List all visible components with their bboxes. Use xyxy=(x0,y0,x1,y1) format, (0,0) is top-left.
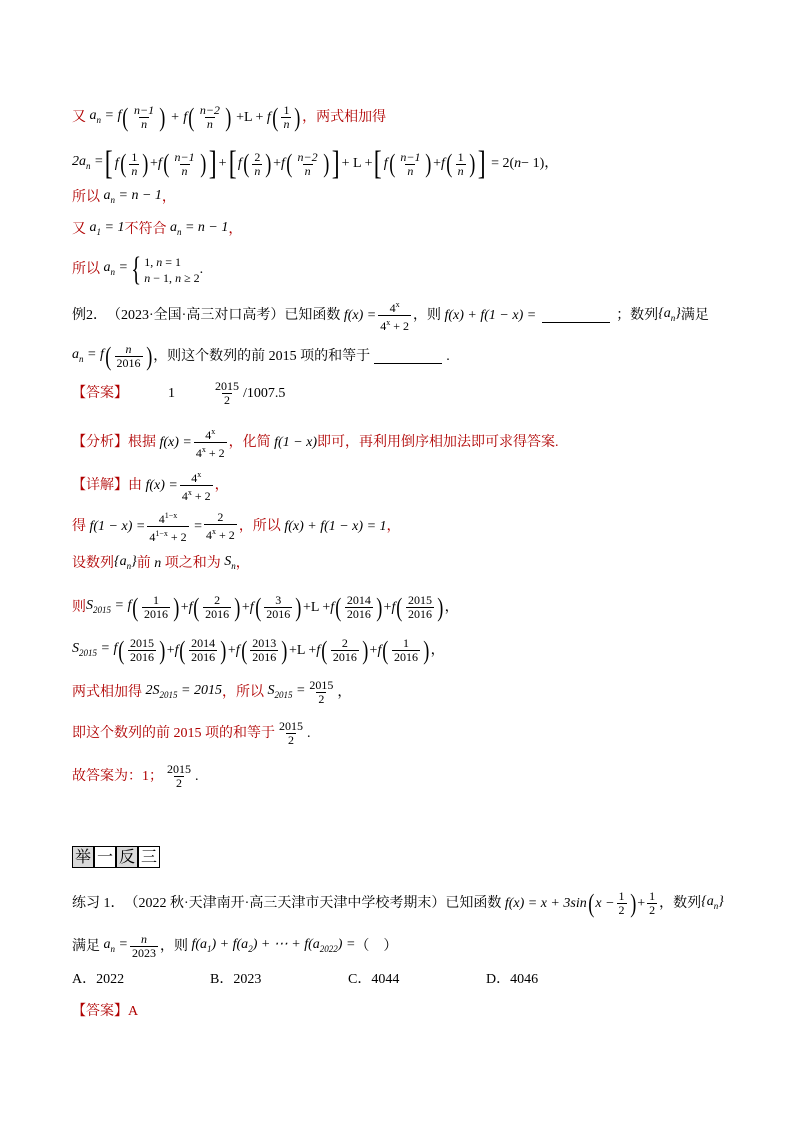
answer-label: 【答案】 xyxy=(72,385,128,401)
text: 则 xyxy=(72,599,86,615)
text: 故答案为：1； xyxy=(72,768,163,784)
detail-label: 【详解】 xyxy=(72,477,128,493)
text: 所以 xyxy=(72,189,100,205)
text: 根据 xyxy=(128,434,156,450)
text: ，所以 xyxy=(238,518,281,534)
text: （ ） xyxy=(355,938,398,954)
source: （2023·全国·高三对口高考） xyxy=(107,307,285,323)
option-a[interactable]: A．2022 xyxy=(72,972,125,987)
header-char: 一 xyxy=(94,846,116,868)
text: 两式相加得 xyxy=(72,684,142,700)
text: 已知函数 xyxy=(445,895,502,911)
detail-line8: 故答案为：1； $\frac{2015}{2}$ . xyxy=(72,762,199,790)
detail-line5: $S_{2015} = f$ ( $\frac{2015}{2016}$ ) + f ( $\frac{2014}{2016}$ ) + f ( $\frac{2013}{2016}$ ) +L + f ( $\frac{2}{2016}$ ) + f ( $\frac{1}{2016}$ ) ， xyxy=(72,635,445,665)
exercise-label: 练习 1． xyxy=(72,895,125,911)
header-char: 反 xyxy=(116,846,138,868)
text: ，两式相加得 xyxy=(302,109,387,125)
answer-label: 【答案】 xyxy=(72,1004,128,1019)
source: （2022 秋·天津南开·高三天津市天津中学校考期末） xyxy=(124,895,446,911)
detail-line3: 设数列 $\{a_n\}$ 前 n 项之和为 $S_n$ ， xyxy=(72,552,250,576)
line-an-reverse: 又 $a_n = f$ ( $\frac{n-1}{n}$ ) + f ( $\frac{n-2}{n}$ ) +L + f ( $\frac{1}{n}$ ) ，两式相加得 xyxy=(72,102,387,132)
text: 即可，再利用倒序相加法即可求得答案. xyxy=(317,434,559,450)
text: ，则这个数列的前 2015 项的和等于 xyxy=(153,348,371,364)
answer-line xyxy=(72,380,285,407)
frac-den: 2 xyxy=(224,393,230,407)
text: ， xyxy=(214,477,229,493)
detail-line7: 即这个数列的前 2015 项的和等于 $\frac{2015}{2}$ . xyxy=(72,719,311,747)
text: ，化简 xyxy=(228,434,271,450)
example-label: 例2． xyxy=(72,307,107,323)
text: 满足 xyxy=(680,307,709,323)
line-a1-check: 又 $a_1 = 1$ 不符合 $a_n = n - 1$ ， xyxy=(72,218,242,242)
exercise1-line2: 满足 $a_n$ = $\frac{n}{2023}$ ，则 $f(a_1) + f(a_2)$ + ⋯ + $f(a_{2022})$ = （ ） xyxy=(72,932,398,960)
text: ，数列 xyxy=(659,895,702,911)
section-header xyxy=(72,846,160,868)
detail-line2: 得 f(1 − x) = $\frac{4^{1-x}}{4^{1-x} + 2}$ = $\frac{2}{4^x + 2}$ ，所以 f(x) + f(1 − x) = 1 ， xyxy=(72,510,401,544)
header-char: 举 xyxy=(72,846,94,868)
answer-blank-1[interactable] xyxy=(542,308,610,323)
analysis-label: 【分析】 xyxy=(72,434,128,450)
exercise1-line1: 练习 1． （2022 秋·天津南开·高三天津市天津中学校考期末） 已知函数 f(x) = x + 3sin ( x − $\frac{1}{2}$ ) + $\frac{1}{2}$ ，数列 $\{a_n\}$ xyxy=(72,888,724,918)
text: 不符合 xyxy=(124,221,167,237)
example2-line2: $a_n = f$ ( $\frac{n}{2016}$ ) ，则这个数列的前 2015 项的和等于 . xyxy=(72,341,450,371)
exercise1-options xyxy=(72,970,624,990)
detail-line1: 【详解】 由 f(x) = $\frac{4^x}{4^x + 2}$ ， xyxy=(72,470,229,503)
text: 满足 xyxy=(72,938,100,954)
text: 由 xyxy=(128,477,142,493)
detail-line4: 则 $S_{2015} = f$ ( $\frac{1}{2016}$ ) + f ( $\frac{2}{2016}$ ) + f ( $\frac{3}{2016}$ ) +L + f ( $\frac{2014}{2016}$ ) + f ( $\frac{2015}{2016}$ ) ， xyxy=(72,592,459,622)
option-d[interactable]: D．4046 xyxy=(486,972,539,987)
text: ；数列 xyxy=(616,307,659,323)
frac-num: 2015 xyxy=(215,379,239,393)
analysis-line: 【分析】 根据 f(x) = $\frac{4^x}{4^x + 2}$ ，化简 f(1 − x) 即可，再利用倒序相加法即可求得答案. xyxy=(72,427,559,460)
answer-blank-2[interactable] xyxy=(374,349,442,364)
option-c[interactable]: C．4044 xyxy=(348,972,400,987)
option-b[interactable]: B．2023 xyxy=(210,972,262,987)
answer-value-alt: /1007.5 xyxy=(243,385,286,401)
answer-value: A xyxy=(128,1004,139,1019)
line-2an-sum: $2a_n$ = [ f ( $\frac{1}{n}$ ) + f ( $\frac{n-1}{n}$ ) ] + [ f ( $\frac{2}{n}$ ) + f ( $\frac{n-2}{n}$ ) ] + L + [ f ( $\frac{n-1}{n}$ ) + f ( $\frac{1}{n}$ ) ] = 2( n − 1)， xyxy=(72,145,559,182)
text: ， xyxy=(386,518,401,534)
text: 即这个数列的前 2015 项的和等于 xyxy=(72,725,275,741)
text: 又 xyxy=(72,221,86,237)
text: 项之和为 xyxy=(164,555,221,571)
text: ，则 xyxy=(159,938,188,954)
text: 前 xyxy=(136,555,151,571)
header-char: 三 xyxy=(138,846,160,868)
line-piecewise: 所以 $a_n$ = { 1, n = 1 n − 1, n ≥ 2 . xyxy=(72,251,204,288)
text: 所以 xyxy=(72,262,100,277)
answer-value-1: 1 xyxy=(168,385,175,401)
text: 又 xyxy=(72,109,86,125)
text: 得 xyxy=(72,518,86,534)
detail-line6: 两式相加得 $2S_{2015} = 2015$ ，所以 $S_{2015}$ = $\frac{2015}{2}$ ， xyxy=(72,678,352,706)
text: 已知函数 xyxy=(284,307,341,323)
exercise1-answer xyxy=(72,1002,138,1022)
example2-line1: 例2． （2023·全国·高三对口高考） 已知函数 f(x) = $\frac{4^x}{4^x + 2}$ ，则 f(x) + f(1 − x) = ；数列 $\{a_n\}$ 满足 xyxy=(72,300,709,333)
text: ，所以 xyxy=(221,684,264,700)
text: ， xyxy=(235,555,250,571)
line-an-result: 所以 $a_n = n - 1$ ， xyxy=(72,186,176,210)
text: ，则 xyxy=(412,307,441,323)
text: 设数列 xyxy=(72,555,114,571)
